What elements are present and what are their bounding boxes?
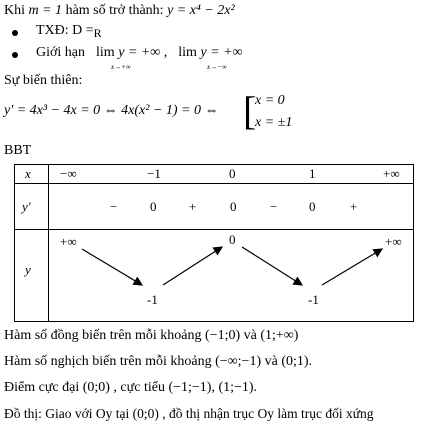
yprime-value: +: [189, 199, 197, 214]
limit-lim2: lim: [178, 45, 197, 60]
yprime-value: −: [110, 199, 118, 214]
yprime-value: −: [270, 199, 278, 214]
limit-label: Giới hạn: [36, 45, 86, 60]
arrow-down-icon: [82, 249, 142, 285]
y-value: +∞: [60, 234, 77, 249]
x-value: +∞: [383, 166, 400, 181]
txd-label: TXĐ: D =: [36, 23, 94, 38]
conclusion-extrema: Điểm cực đại (0;0) , cực tiểu (−1;−1), (1;−1).: [4, 380, 258, 395]
intro-khi: Khi: [4, 3, 25, 18]
limit-lim1: lim: [96, 45, 115, 60]
row-label-x: x: [25, 166, 31, 181]
system-bracket: [: [243, 88, 257, 133]
limit-rhs2: y = +∞: [200, 45, 243, 60]
arrow-down-icon: [242, 247, 302, 285]
y-value: -1: [147, 292, 158, 307]
intro-m: m = 1: [28, 3, 63, 18]
row-label-y: y: [25, 262, 31, 277]
yprime-value: 0: [150, 199, 157, 214]
arrow-up-icon: [322, 249, 382, 285]
conclusion-graph: Đồ thị: Giao với Oy tại (0;0) , đồ thị nhận trục Oy làm trục đối xứng: [4, 406, 374, 421]
root-2: x = ±1: [255, 115, 293, 130]
y-value: +∞: [385, 234, 402, 249]
arrow-up-icon: [163, 247, 222, 285]
row-label-yprime: y': [22, 199, 31, 214]
txd-value: R: [93, 26, 102, 40]
yprime-value: +: [350, 199, 358, 214]
conclusion-decreasing: Hàm số nghịch biến trên mỗi khoảng (−∞;−1) và (0;1).: [4, 354, 313, 369]
intro-text: hàm số trở thành:: [65, 3, 164, 18]
derivative-equation: y' = 4x³ − 4x = 0 ⇔ 4x(x² − 1) = 0 ⇔: [4, 103, 219, 118]
bbt-title: BBT: [4, 143, 32, 158]
limit-sub1: x→+∞: [111, 63, 131, 71]
x-value: −1: [147, 166, 161, 181]
intro-function: y = x⁴ − 2x²: [167, 3, 235, 18]
limit-sub2: x→−∞: [207, 63, 227, 71]
x-value: 0: [229, 166, 236, 181]
variation-heading: Sự biến thiên:: [4, 73, 83, 88]
yprime-value: 0: [309, 199, 316, 214]
x-value: −∞: [60, 166, 77, 181]
conclusion-increasing: Hàm số đồng biến trên mỗi khoảng (−1;0) và (1;+∞): [4, 328, 299, 343]
y-value: -1: [308, 292, 319, 307]
yprime-value: 0: [230, 199, 237, 214]
root-1: x = 0: [255, 93, 285, 108]
limit-rhs1: y = +∞ ,: [118, 45, 168, 60]
x-value: 1: [309, 166, 316, 181]
y-value: 0: [229, 232, 236, 247]
